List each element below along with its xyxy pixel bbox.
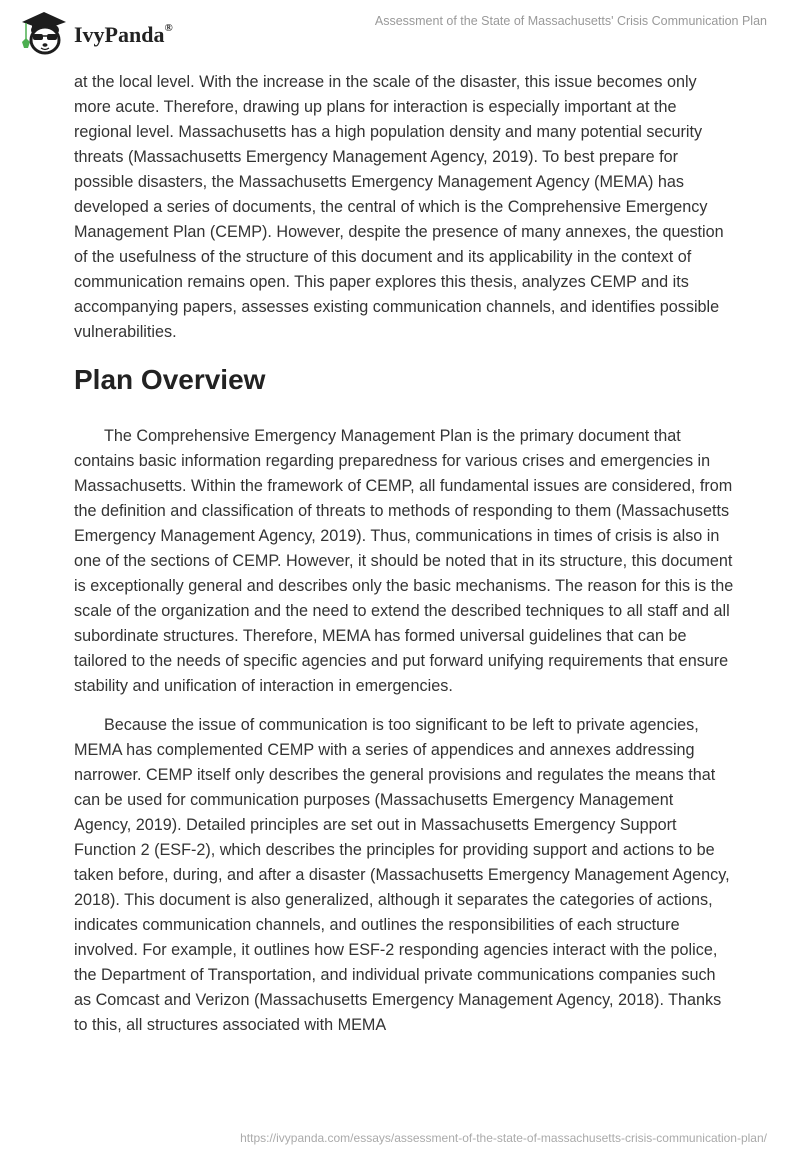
source-url-link[interactable]: https://ivypanda.com/essays/assessment-of-the-state-of-massachusetts-crisis-communication-plan/: [240, 1131, 767, 1145]
intro-paragraph: at the local level. With the increase in the scale of the disaster, this issue becomes only more acute. Therefore, drawing up plans for interaction is especially important at the regional level. Massachusetts has a high population density and many potential security threats (Massachusetts Emergency Management Agency, 2019). To best prepare for possible disasters, the Massachusetts Emergency Management Agency (MEMA) has developed a series of documents, the central of which is the Comprehensive Emergency Management Plan (CEMP). However, despite the presence of many annexes, the question of the usefulness of the structure of this document and its applicability in the context of communication remains open. This paper explores this thesis, analyzes CEMP and its accompanying papers, assesses existing communication channels, and identifies possible vulnerabilities.: [74, 73, 724, 341]
essay-content: [74, 70, 734, 1038]
body-paragraph-1: The Comprehensive Emergency Management Plan is the primary document that contains basic information regarding preparedness for various crises and emergencies in Massachusetts. Within the framework of CEMP, all fundamental issues are considered, from the definition and classification of threats to methods of responding to them (Massachusetts Emergency Management Agency, 2019). Thus, communications in times of crisis is also in one of the sections of CEMP. However, it should be noted that in its structure, this document is exceptionally general and describes only the basic mechanisms. The reason for this is the scale of the organization and the need to extend the described techniques to all staff and all subordinate structures. Therefore, MEMA has formed universal guidelines that can be tailored to the needs of specific agencies and put forward unifying requirements that ensure stability and unification of interaction in emergencies.: [74, 427, 734, 695]
panda-graduate-icon: [18, 8, 70, 56]
document-title: Assessment of the State of Massachusetts' Crisis Communication Plan: [374, 14, 767, 28]
logo-text: IvyPanda®: [74, 21, 173, 47]
body-paragraph-2: Because the issue of communication is too significant to be left to private agencies, MEMA has complemented CEMP with a series of appendices and annexes addressing narrower. CEMP itself only describes the general provisions and regulates the means that can be used for communication purposes (Massachusetts Emergency Management Agency, 2019). Detailed principles are set out in Massachusetts Emergency Support Function 2 (ESF-2), which describes the principles for providing support and actions to be taken before, during, and after a disaster (Massachusetts Emergency Management Agency, 2018). This document is also generalized, although it separates the categories of actions, indicates communication channels, and outlines the responsibilities of each structure involved. For example, it outlines how ESF-2 responding agencies interact with the police, the Department of Transportation, and individual private communications companies such as Comcast and Verizon (Massachusetts Emergency Management Agency, 2018). Thanks to this, all structures associated with MEMA: [74, 716, 730, 1034]
ivypanda-logo[interactable]: [18, 8, 173, 56]
section-heading: Plan Overview: [74, 364, 266, 395]
page-header: [0, 0, 800, 60]
